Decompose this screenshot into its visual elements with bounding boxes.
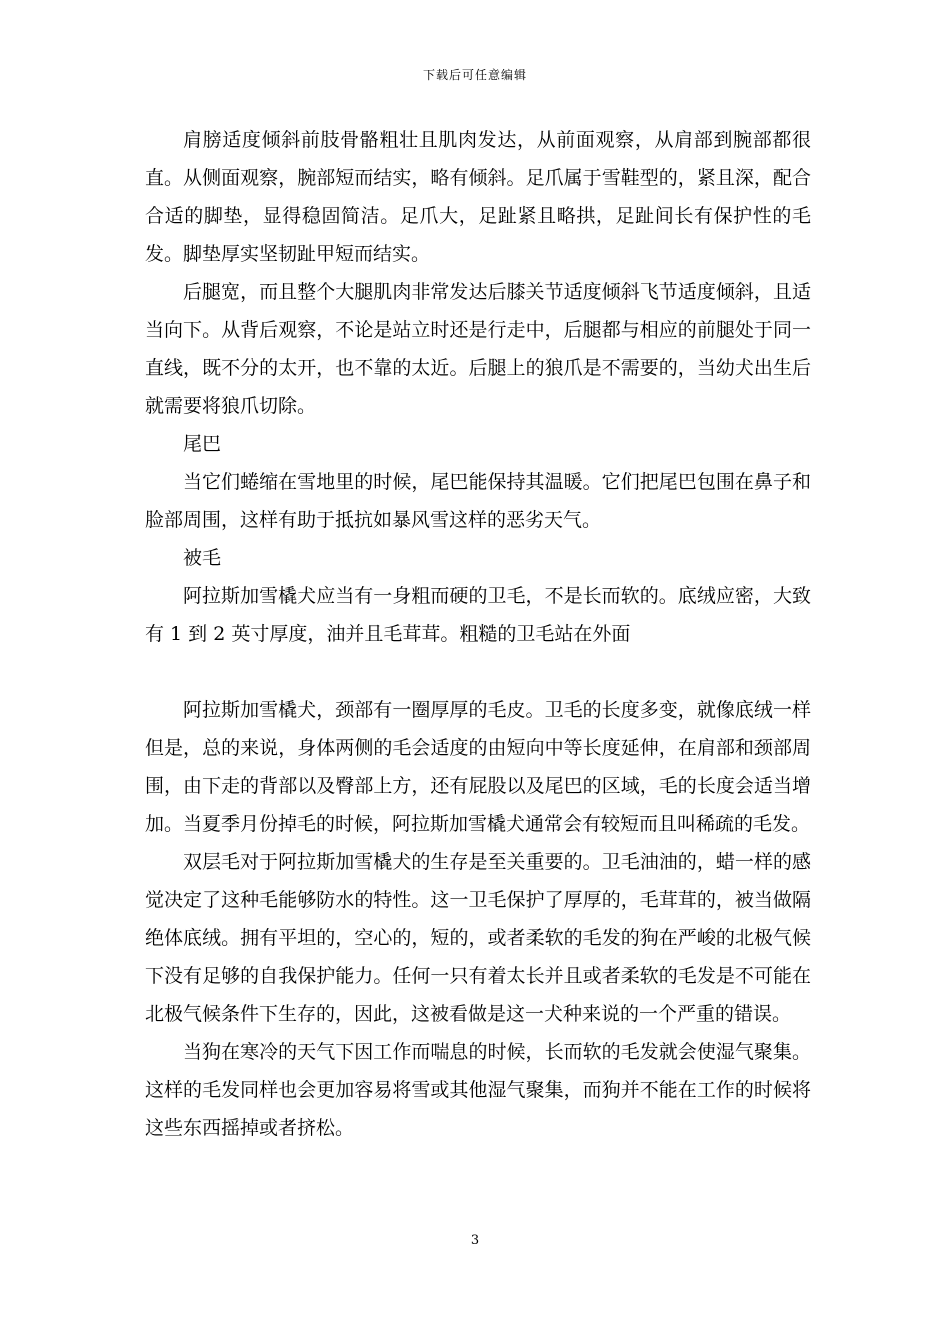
paragraph-coat-intro: 阿拉斯加雪橇犬应当有一身粗而硬的卫毛，不是长而软的。底绒应密，大致有 1 到 2 英寸厚度，油并且毛茸茸。粗糙的卫毛站在外面 (145, 585, 811, 645)
page-number: 3 (470, 1233, 480, 1248)
blank-line (145, 653, 811, 691)
section-heading-coat: 被毛 (183, 547, 222, 569)
paragraph-tail: 当它们蜷缩在雪地里的时候，尾巴能保持其温暖。它们把尾巴包围在鼻子和脸部周围，这样有助于抵抗如暴风雪这样的恶劣天气。 (145, 471, 811, 531)
document-body (145, 121, 811, 1147)
page-header: 下载后可任意编辑 (422, 68, 527, 82)
paragraph-double-coat: 双层毛对于阿拉斯加雪橇犬的生存是至关重要的。卫毛油油的，蜡一样的感觉决定了这种毛能够防水的特性。这一卫毛保护了厚厚的，毛茸茸的，被当做隔绝体底绒。拥有平坦的，空心的，短的，或者柔软的毛发的狗在严峻的北极气候下没有足够的自我保护能力。任何一只有着太长并且或者柔软的毛发是不可能在北极气候条件下生存的，因此，这被看做是这一犬种来说的一个严重的错误。 (145, 851, 811, 1025)
paragraph-cold-weather: 当狗在寒冷的天气下因工作而喘息的时候，长而软的毛发就会使湿气聚集。这样的毛发同样也会更加容易将雪或其他湿气聚集，而狗并不能在工作的时候将这些东西摇掉或者挤松。 (145, 1041, 811, 1139)
section-heading-tail: 尾巴 (183, 433, 222, 455)
paragraph-coat-length: 阿拉斯加雪橇犬，颈部有一圈厚厚的毛皮。卫毛的长度多变，就像底绒一样但是，总的来说，身体两侧的毛会适度的由短向中等长度延伸，在肩部和颈部周围，由下走的背部以及臀部上方，还有屁股以及尾巴的区域，毛的长度会适当增加。当夏季月份掉毛的时候，阿拉斯加雪橇犬通常会有较短而且叫稀疏的毛发。 (145, 699, 811, 835)
paragraph-forelegs: 肩膀适度倾斜前肢骨骼粗壮且肌肉发达，从前面观察，从肩部到腕部都很直。从侧面观察，腕部短而结实，略有倾斜。足爪属于雪鞋型的，紧且深，配合合适的脚垫，显得稳固简洁。足爪大，足趾紧且略拱，足趾间长有保护性的毛发。脚垫厚实坚韧趾甲短而结实。 (145, 129, 811, 265)
paragraph-hindlegs: 后腿宽，而且整个大腿肌肉非常发达后膝关节适度倾斜飞节适度倾斜，且适当向下。从背后观察，不论是站立时还是行走中，后腿都与相应的前腿处于同一直线，既不分的太开，也不靠的太近。后腿上的狼爪是不需要的，当幼犬出生后就需要将狼爪切除。 (145, 281, 811, 417)
